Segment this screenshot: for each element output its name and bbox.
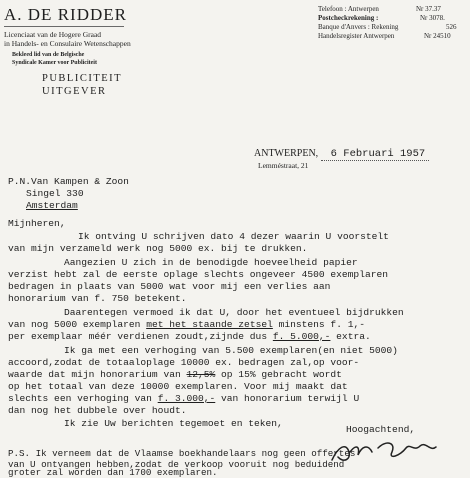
contact-value-phone: Nr 37.37	[416, 5, 441, 13]
recipient-name: P.N.Van Kampen & Zoon	[8, 176, 129, 187]
contact-value-postcheck: Nr 3078.	[420, 14, 445, 22]
body-line: Ik ontving U schrijven dato 4 dezer waarin U voorstelt	[78, 231, 389, 242]
body-line: Ik ga met een verhoging van 5.500 exemplaren(en niet 5000)	[64, 345, 398, 356]
body-line: verzist hebt zal de eerste oplage slechts ongeveer 4500 exemplaren	[8, 269, 388, 280]
business-line-2: UITGEVER	[42, 86, 107, 97]
contact-label-phone: Telefoon : Antwerpen	[318, 5, 379, 13]
contact-value-register: Nr 24510	[424, 32, 451, 40]
company-name: A. DE RIDDER	[4, 5, 127, 24]
postscript-line: van U ontvangen hebben,zodat de verkoop vooruit nog beduidend	[8, 459, 345, 470]
postscript-line: P.S. Ik verneem dat de Vlaamse boekhandelaars nog geen offertes	[8, 448, 356, 459]
membership-line-1: Bekleed lid van de Belgische	[12, 52, 85, 58]
text-run: van honorarium terwijl U	[215, 393, 360, 404]
membership-line-2: Syndicale Kamer voor Publiciteit	[12, 60, 97, 66]
underlined-text: met het staande zetsel	[146, 319, 273, 330]
recipient-city: Amsterdam	[26, 200, 78, 211]
tagline-line-2: in Handels- en Consulaire Wetenschappen	[4, 39, 131, 48]
letter-date: 6 Februari 1957	[321, 148, 430, 161]
contact-label-postcheck: Postcheckrekening :	[318, 14, 379, 22]
closing: Hoogachtend,	[346, 424, 416, 435]
postscript-line: groter zal worden dan 1700 exemplaren.	[8, 467, 218, 478]
body-line: honorarium van f. 750 betekent.	[8, 293, 187, 304]
text-run: slechts een verhoging van	[8, 393, 158, 404]
contact-label-register: Handelsregister Antwerpen	[318, 32, 395, 40]
body-line: op het totaal van deze 10000 exemplaren. Voor mij maakt dat	[8, 381, 348, 392]
sender-address: Lemméstraat, 21	[258, 161, 309, 170]
text-run: op 15% gebracht wordt	[215, 369, 342, 380]
business-line-1: PUBLICITEIT	[42, 73, 123, 84]
contact-value-bank: 526	[446, 23, 457, 31]
salutation: Mijnheren,	[8, 218, 66, 229]
text-run: extra.	[330, 331, 371, 342]
contact-label-bank: Banque d'Anvers : Rekening	[318, 23, 399, 31]
text-run: minstens f. 1,-	[272, 319, 365, 330]
text-run: per exemplaar méér verdienen zoudt,zijnde dus	[8, 331, 273, 342]
struck-text: 12,5%	[186, 369, 216, 380]
text-run: waarde dat mijn honorarium van	[8, 369, 187, 380]
body-line: accoord,zodat de totaaloplage 10000 ex. bedragen zal,op voor-	[8, 357, 360, 368]
body-line: Daarentegen vermoed ik dat U, door het eventueel bijdrukken	[64, 307, 404, 318]
recipient-street: Singel 330	[26, 188, 84, 199]
city: ANTWERPEN,	[254, 148, 319, 159]
underlined-text: f. 5.000,-	[272, 331, 331, 342]
body-line: Ik zie Uw berichten tegemoet en teken,	[64, 418, 283, 429]
text-run: van nog 5000 exemplaren	[8, 319, 147, 330]
body-line: Aangezien U zich in de benodigde hoeveelheid papier	[64, 257, 358, 268]
underlined-text: f. 3.000,-	[157, 393, 216, 404]
tagline-line-1: Licenciaat van de Hogere Graad	[4, 30, 102, 39]
body-line: dan nog het dubbele over houdt.	[8, 405, 187, 416]
body-line: bedragen in plaats van 5000 wat voor mij een verlies aan	[8, 281, 331, 292]
body-line: van mijn verzameld werk nog 5000 ex. bij te drukken.	[8, 243, 308, 254]
